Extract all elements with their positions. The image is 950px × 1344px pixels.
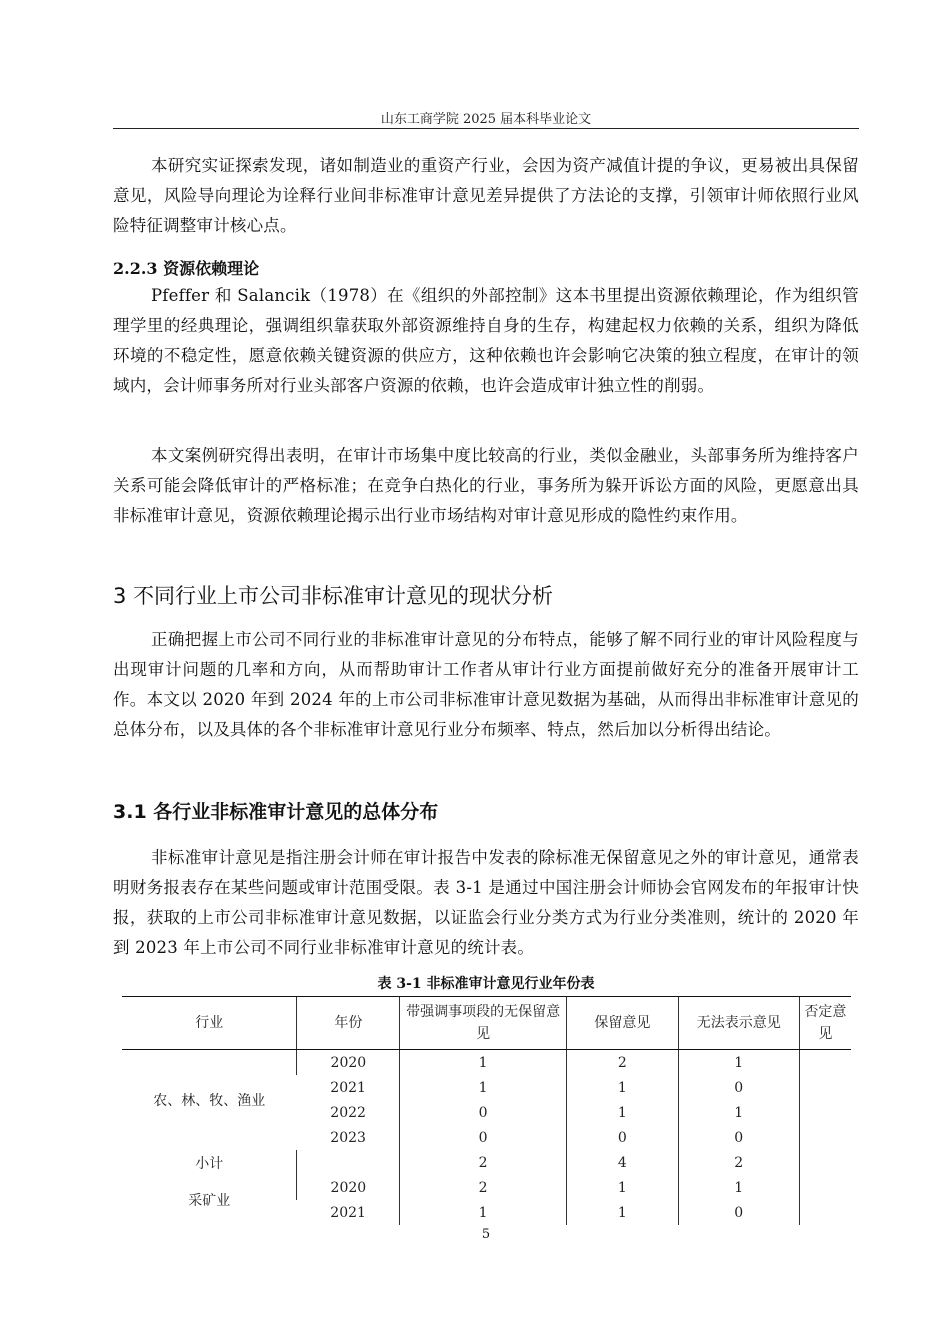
emphasis-cell: 1 — [400, 1200, 567, 1225]
heading-3-1: 3.1 各行业非标准审计意见的总体分布 — [113, 801, 439, 823]
qualified-cell: 1 — [566, 1100, 678, 1125]
header-emphasis-unqualified: 带强调事项段的无保留意见 — [400, 997, 567, 1050]
heading-section-3: 3 不同行业上市公司非标准审计意见的现状分析 — [113, 584, 554, 608]
header-year: 年份 — [297, 997, 400, 1050]
qualified-cell: 1 — [566, 1075, 678, 1100]
header-qualified: 保留意见 — [566, 997, 678, 1050]
table-row — [122, 1050, 851, 1076]
emphasis-cell: 0 — [400, 1125, 567, 1150]
industry-cell-agriculture: 农、林、牧、渔业 — [153, 1093, 266, 1109]
header-adverse: 否定意见 — [799, 997, 851, 1050]
disclaimer-cell: 1 — [678, 1175, 799, 1200]
emphasis-cell: 1 — [400, 1075, 567, 1100]
qualified-cell: 4 — [566, 1150, 678, 1175]
year-cell: 2021 — [330, 1204, 366, 1221]
table-caption: 表 3-1 非标准审计意见行业年份表 — [377, 976, 595, 992]
disclaimer-cell: 2 — [678, 1150, 799, 1175]
table-header-row — [122, 997, 851, 1050]
paragraph-case-study: 本文案例研究得出表明，在审计市场集中度比较高的行业，类似金融业，头部事务所为维持客户关系可能会降低审计的严格标准；在竞争白热化的行业，事务所为躲开诉讼方面的风险，更愿意出具非标准审计意见，资源依赖理论揭示出行业市场结构对审计意见形成的隐性约束作用。 — [113, 446, 859, 525]
heading-2-2-3: 2.2.3 资源依赖理论 — [113, 259, 260, 278]
emphasis-cell: 1 — [400, 1050, 567, 1076]
header-rule — [113, 128, 859, 129]
adverse-cell — [799, 1175, 851, 1200]
adverse-cell — [799, 1050, 851, 1076]
emphasis-cell: 0 — [400, 1100, 567, 1125]
subtotal-label: 小计 — [195, 1155, 224, 1172]
table-row — [122, 1175, 851, 1200]
header-industry: 行业 — [122, 997, 297, 1050]
year-cell — [297, 1150, 400, 1175]
adverse-cell — [799, 1150, 851, 1175]
year-cell: 2022 — [330, 1104, 366, 1121]
qualified-cell: 2 — [566, 1050, 678, 1076]
qualified-cell: 1 — [566, 1200, 678, 1225]
disclaimer-cell: 0 — [678, 1075, 799, 1100]
running-header: 山东工商学院 2025 届本科毕业论文 — [380, 112, 592, 127]
emphasis-cell: 2 — [400, 1175, 567, 1200]
adverse-cell — [799, 1075, 851, 1100]
qualified-cell: 1 — [566, 1175, 678, 1200]
disclaimer-cell: 0 — [678, 1125, 799, 1150]
paragraph-resource-dependence: Pfeffer 和 Salancik（1978）在《组织的外部控制》这本书里提出资源依赖理论，作为组织管理学里的经典理论，强调组织靠获取外部资源维持自身的生存，构建起权力依赖的关系，组织为降低环境的不稳定性，愿意依赖关键资源的供应方，这种依赖也许会影响它决策的独立程度，在审计的领域内，会计师事务所对行业头部客户资源的依赖，也许会造成审计独立性的削弱。 — [113, 286, 859, 395]
page-number: 5 — [481, 1227, 491, 1242]
header-disclaimer: 无法表示意见 — [678, 997, 799, 1050]
year-cell: 2021 — [330, 1079, 366, 1096]
year-cell: 2020 — [297, 1175, 400, 1200]
paragraph-section-3-intro: 正确把握上市公司不同行业的非标准审计意见的分布特点，能够了解不同行业的审计风险程度与出现审计问题的几率和方向，从而帮助审计工作者从审计行业方面提前做好充分的准备开展审计工作。本文以 2020 年到 2024 年的上市公司非标准审计意见数据为基础，从而得出非标准审计意见的总体分布，以及具体的各个非标准审计意见行业分布频率、特点，然后加以分析得出结论。 — [113, 630, 859, 739]
qualified-cell: 0 — [566, 1125, 678, 1150]
emphasis-cell: 2 — [400, 1150, 567, 1175]
year-cell: 2020 — [297, 1050, 400, 1076]
paragraph-3-1: 非标准审计意见是指注册会计师在审计报告中发表的除标准无保留意见之外的审计意见，通常表明财务报表存在某些问题或审计范围受限。表 3-1 是通过中国注册会计师协会官网发布的年报审计快报，获取的上市公司非标准审计意见数据，以证监会行业分类方式为行业分类准则，统计的 2020 年到 2023 年上市公司不同行业非标准审计意见的统计表。 — [113, 848, 859, 957]
audit-opinion-table — [122, 996, 851, 1225]
disclaimer-cell: 0 — [678, 1200, 799, 1225]
disclaimer-cell: 1 — [678, 1100, 799, 1125]
adverse-cell — [799, 1100, 851, 1125]
industry-cell-mining: 采矿业 — [188, 1193, 231, 1209]
disclaimer-cell: 1 — [678, 1050, 799, 1076]
year-cell: 2023 — [330, 1129, 366, 1146]
adverse-cell — [799, 1125, 851, 1150]
adverse-cell — [799, 1200, 851, 1225]
subtotal-row — [122, 1150, 851, 1175]
paragraph-risk-theory: 本研究实证探索发现，诸如制造业的重资产行业，会因为资产减值计提的争议，更易被出具保留意见，风险导向理论为诠释行业间非标准审计意见差异提供了方法论的支撑，引领审计师依照行业风险特征调整审计核心点。 — [113, 156, 859, 235]
